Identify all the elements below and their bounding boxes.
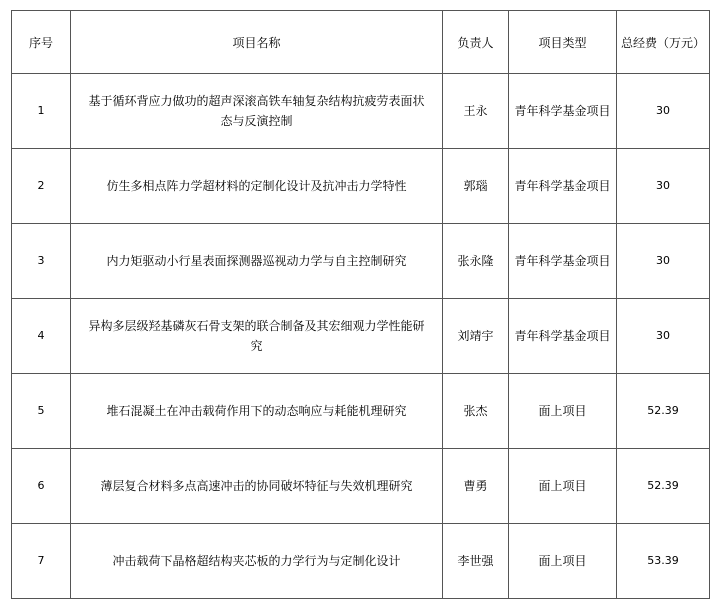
funding-cell: 30 xyxy=(617,224,710,299)
project-type-cell: 面上项目 xyxy=(509,449,617,524)
serial-number-cell: 4 xyxy=(12,299,71,374)
project-name-cell: 基于循环背应力做功的超声深滚高铁车轴复杂结构抗疲劳表面状态与反演控制 xyxy=(71,74,443,149)
table-row xyxy=(12,299,710,374)
leader-cell: 王永 xyxy=(443,74,509,149)
project-name-cell: 内力矩驱动小行星表面探测器巡视动力学与自主控制研究 xyxy=(71,224,443,299)
table-row xyxy=(12,449,710,524)
leader-cell: 郭瑙 xyxy=(443,149,509,224)
project-type-cell: 青年科学基金项目 xyxy=(509,224,617,299)
serial-number-cell: 3 xyxy=(12,224,71,299)
header-leader: 负责人 xyxy=(443,11,509,74)
leader-cell: 张永隆 xyxy=(443,224,509,299)
serial-number-cell: 7 xyxy=(12,524,71,599)
header-total-funding: 总经费（万元） xyxy=(617,11,710,74)
funding-cell: 52.39 xyxy=(617,374,710,449)
leader-cell: 刘靖宇 xyxy=(443,299,509,374)
project-type-cell: 青年科学基金项目 xyxy=(509,149,617,224)
project-name-cell: 仿生多相点阵力学超材料的定制化设计及抗冲击力学特性 xyxy=(71,149,443,224)
funding-cell: 53.39 xyxy=(617,524,710,599)
serial-number-cell: 2 xyxy=(12,149,71,224)
header-project-type: 项目类型 xyxy=(509,11,617,74)
table-row xyxy=(12,374,710,449)
project-type-cell: 面上项目 xyxy=(509,374,617,449)
funding-cell: 30 xyxy=(617,299,710,374)
funding-cell: 30 xyxy=(617,149,710,224)
project-type-cell: 青年科学基金项目 xyxy=(509,74,617,149)
funding-cell: 52.39 xyxy=(617,449,710,524)
leader-cell: 曹勇 xyxy=(443,449,509,524)
serial-number-cell: 5 xyxy=(12,374,71,449)
project-name-cell: 异构多层级羟基磷灰石骨支架的联合制备及其宏细观力学性能研究 xyxy=(71,299,443,374)
table-row xyxy=(12,74,710,149)
serial-number-cell: 6 xyxy=(12,449,71,524)
header-serial-number: 序号 xyxy=(12,11,71,74)
table-row xyxy=(12,224,710,299)
table-header-row xyxy=(12,11,710,74)
project-type-cell: 青年科学基金项目 xyxy=(509,299,617,374)
table-row xyxy=(12,149,710,224)
leader-cell: 张杰 xyxy=(443,374,509,449)
project-table xyxy=(11,10,710,599)
leader-cell: 李世强 xyxy=(443,524,509,599)
project-name-cell: 堆石混凝土在冲击载荷作用下的动态响应与耗能机理研究 xyxy=(71,374,443,449)
project-type-cell: 面上项目 xyxy=(509,524,617,599)
table-row xyxy=(12,524,710,599)
project-name-cell: 冲击载荷下晶格超结构夹芯板的力学行为与定制化设计 xyxy=(71,524,443,599)
header-project-name: 项目名称 xyxy=(71,11,443,74)
funding-cell: 30 xyxy=(617,74,710,149)
project-name-cell: 薄层复合材料多点高速冲击的协同破坏特征与失效机理研究 xyxy=(71,449,443,524)
serial-number-cell: 1 xyxy=(12,74,71,149)
